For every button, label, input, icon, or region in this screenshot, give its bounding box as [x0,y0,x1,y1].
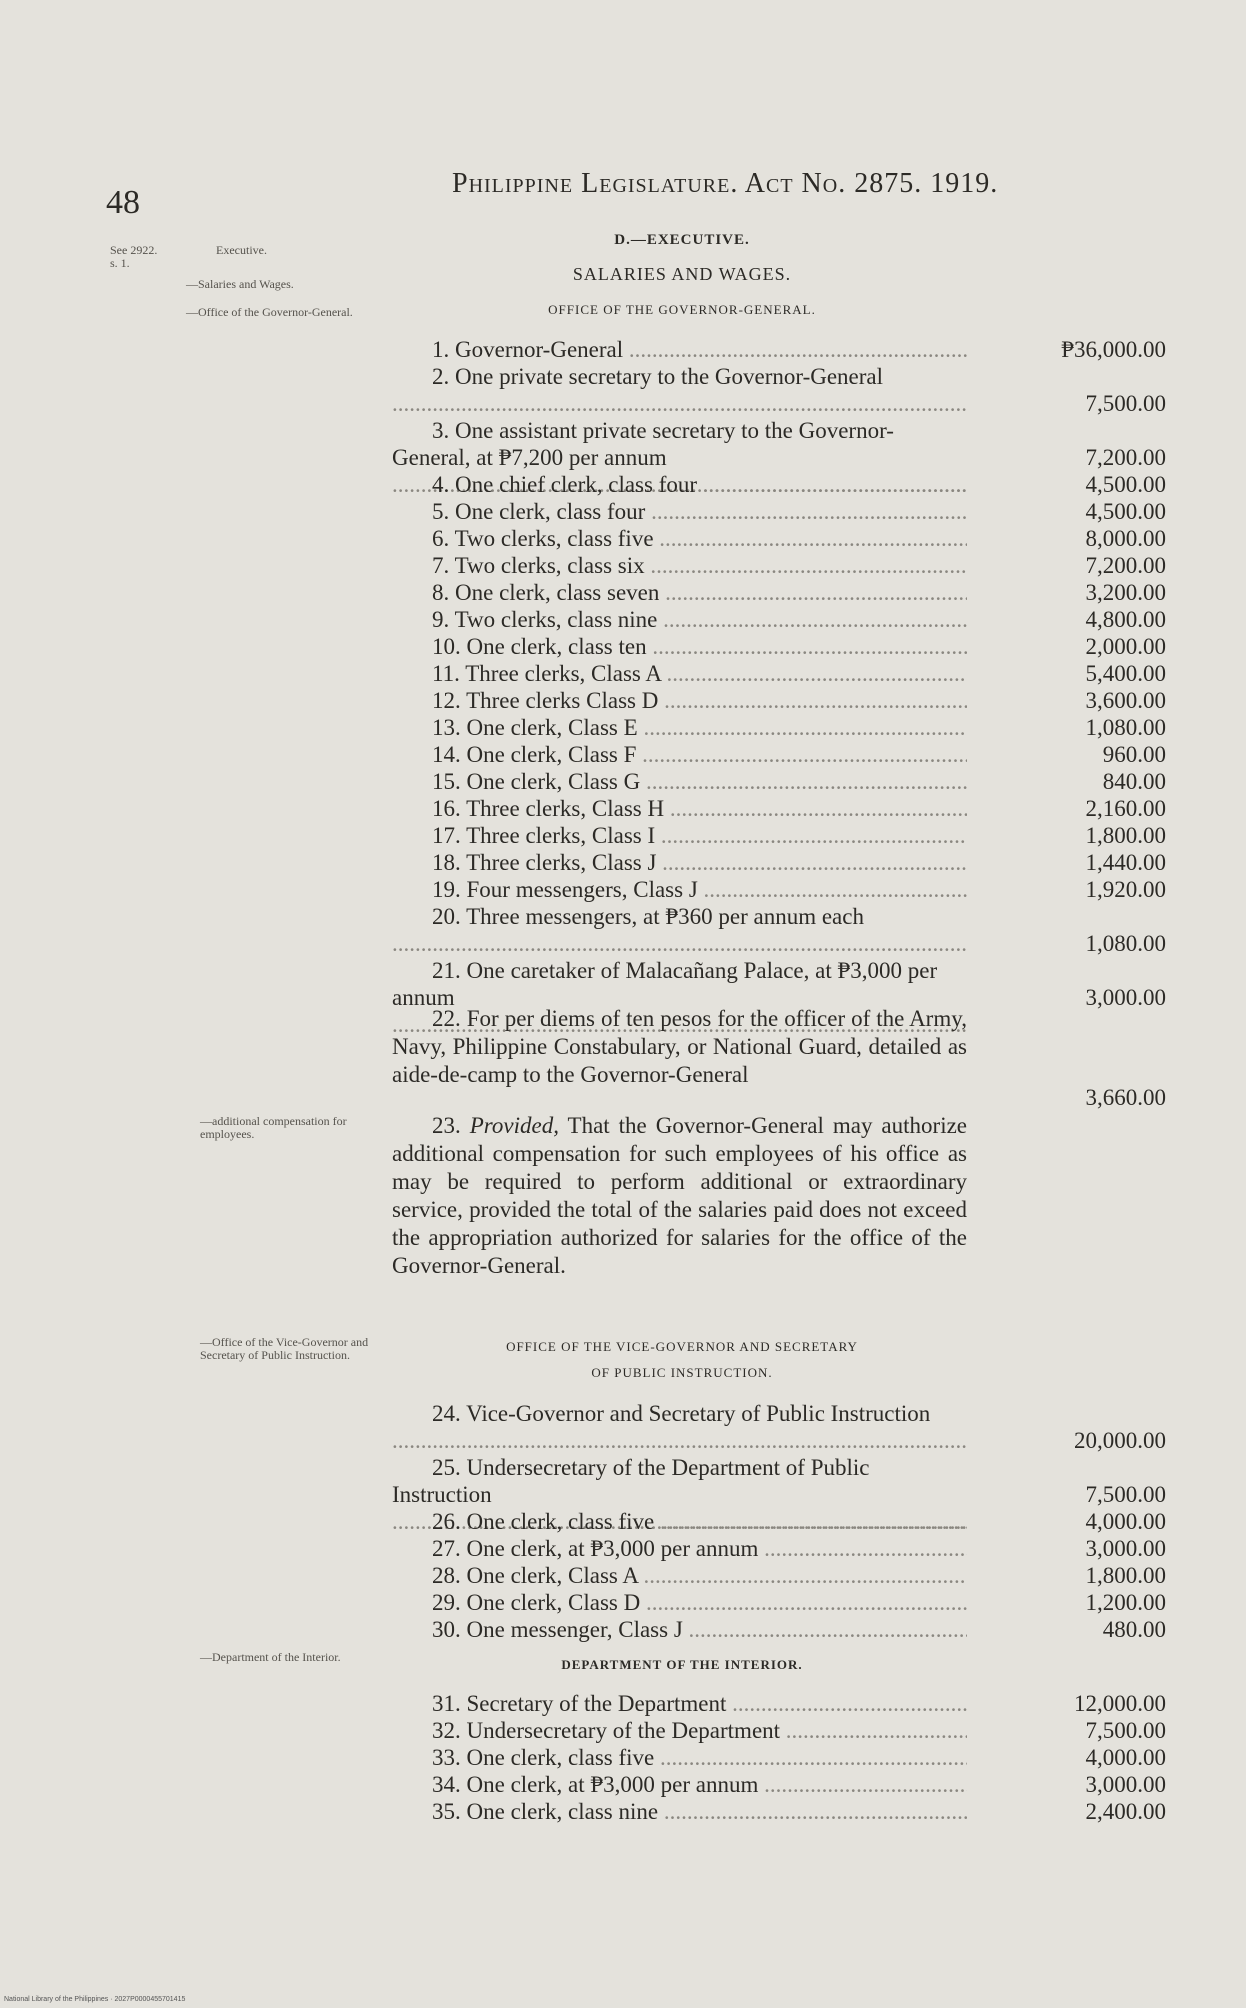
item-amount: 3,600.00 [1085,688,1166,713]
item-text: 10. One clerk, class ten ..... [392,633,967,660]
office-vg-heading-line1: OFFICE OF THE VICE-GOVERNOR AND SECRETARY [506,1339,858,1354]
list-item [392,417,1166,471]
item-amount: ₱36,000.00 [1061,337,1166,362]
list-item [392,579,1166,606]
item-amount: 840.00 [1102,769,1166,794]
item-amount: 12,000.00 [1074,1691,1166,1716]
item-amount: 5,400.00 [1085,661,1166,686]
list-item [392,1400,1166,1454]
item-amount: 7,500.00 [1085,391,1166,416]
list-item [392,1798,1166,1825]
item-22-text: 22. For per diems of ten pesos for the officer of the Army, Navy, Philippine Constabulary, or National Guard, detailed as aide-de-camp to the Governor-General [392,1006,967,1087]
item-text: 28. One clerk, Class A ..... [392,1562,967,1589]
margin-note-office-vg: —Office of the Vice-Governor and Secretary of Public Instruction. [200,1335,369,1362]
item-22 [392,1005,967,1089]
item-amount: 3,000.00 [1085,1536,1166,1561]
list-item [392,1454,1166,1508]
item-amount: 1,800.00 [1085,823,1166,848]
item-amount: 1,200.00 [1085,1590,1166,1615]
item-amount: 2,160.00 [1085,796,1166,821]
list-item [392,849,1166,876]
item-22-amount: 3,660.00 [1085,1085,1166,1110]
item-23-provided: Provided, [469,1113,559,1138]
list-item [392,768,1166,795]
list-item [392,1690,1166,1717]
list-item [392,525,1166,552]
item-text: 26. One clerk, class five ..... [392,1508,967,1535]
item-text: 24. Vice-Governor and Secretary of Public Instruction ..... [392,1400,967,1454]
margin-note-see-sec: s. 1. [110,256,130,270]
item-23-number: 23. [432,1113,461,1138]
item-text: 21. One caretaker of Malacañang Palace, at ₱3,000 per annum ..... [392,957,967,1038]
list-item [392,606,1166,633]
list-item [392,903,1166,957]
item-text: 17. Three clerks, Class I ..... [392,822,967,849]
dept-interior-heading: DEPARTMENT OF THE INTERIOR. [561,1657,803,1672]
item-text: 15. One clerk, Class G ..... [392,768,967,795]
margin-note-see [110,244,190,270]
item-amount: 8,000.00 [1085,526,1166,551]
item-text: 9. Two clerks, class nine ..... [392,606,967,633]
items-list-interior [392,1690,1166,1825]
item-text: 14. One clerk, Class F ..... [392,741,967,768]
office-gg-heading: OFFICE OF THE GOVERNOR-GENERAL. [548,302,816,317]
item-text: 8. One clerk, class seven ..... [392,579,967,606]
item-amount: 2,000.00 [1085,634,1166,659]
item-text: 1. Governor-General ..... [392,336,967,363]
item-amount: 7,200.00 [1085,553,1166,578]
item-amount: 1,440.00 [1085,850,1166,875]
item-amount: 7,200.00 [1085,445,1166,470]
footer-credit: National Library of the Philippines · 2027P0000455701415 [4,1996,186,2003]
item-text: 2. One private secretary to the Governor-General ..... [392,363,967,417]
item-text: 12. Three clerks Class D ..... [392,687,967,714]
list-item [392,795,1166,822]
item-text: 3. One assistant private secretary to the Governor-General, at ₱7,200 per annum ..... [392,417,967,498]
item-23-text: That the Governor-General may authorize additional compensation for such employees of his office as may be required to perform additional or extraordinary service, provided the total of the salaries paid does not exceed the appropriation authorized for salaries for the office of the Governor-General. [392,1113,967,1278]
office-vg-heading-line2: OF PUBLIC INSTRUCTION. [591,1365,773,1380]
list-item [392,1535,1166,1562]
item-amount: 4,500.00 [1085,472,1166,497]
list-item [392,498,1166,525]
item-23 [392,1112,967,1280]
items-list-vice-governor [392,1400,1166,1643]
item-text: 11. Three clerks, Class A ..... [392,660,967,687]
list-item [392,1508,1166,1535]
item-amount: 4,500.00 [1085,499,1166,524]
list-item [392,876,1166,903]
item-text: 16. Three clerks, Class H ..... [392,795,967,822]
item-text: 33. One clerk, class five ..... [392,1744,967,1771]
office-vg-heading [392,1334,972,1386]
item-text: 6. Two clerks, class five ..... [392,525,967,552]
item-text: 30. One messenger, Class J ..... [392,1616,967,1643]
item-text: 20. Three messengers, at ₱360 per annum each ..... [392,903,967,957]
item-amount: 4,000.00 [1085,1509,1166,1534]
item-amount: 20,000.00 [1074,1428,1166,1453]
list-item [392,1616,1166,1643]
list-item [392,363,1166,417]
list-item [392,1717,1166,1744]
margin-note-executive: Executive. [216,243,267,257]
item-text: 32. Undersecretary of the Department ..... [392,1717,967,1744]
item-text: 34. One clerk, at ₱3,000 per annum ..... [392,1771,967,1798]
item-text: 25. Undersecretary of the Department of Public Instruction ..... [392,1454,967,1535]
item-amount: 1,080.00 [1085,931,1166,956]
item-amount: 3,200.00 [1085,580,1166,605]
list-item [392,660,1166,687]
margin-note-additional: —additional compensation for employees. [200,1114,347,1141]
item-text: 4. One chief clerk, class four ..... [392,471,967,498]
item-amount: 3,000.00 [1085,985,1166,1010]
item-amount: 1,800.00 [1085,1563,1166,1588]
list-item [392,1562,1166,1589]
item-amount: 7,500.00 [1085,1718,1166,1743]
list-item [392,714,1166,741]
item-text: 13. One clerk, Class E ..... [392,714,967,741]
margin-note-dept-interior: —Department of the Interior. [200,1650,341,1664]
list-item [392,471,1166,498]
item-text: 35. One clerk, class nine ..... [392,1798,967,1825]
item-amount: 4,000.00 [1085,1745,1166,1770]
list-item [392,1589,1166,1616]
item-text: 5. One clerk, class four ..... [392,498,967,525]
list-item [392,336,1166,363]
item-text: 19. Four messengers, Class J ..... [392,876,967,903]
list-item [392,822,1166,849]
section-subtitle: SALARIES AND WAGES. [572,264,792,284]
item-text: 7. Two clerks, class six ..... [392,552,967,579]
page-header [0,168,1246,221]
item-amount: 3,000.00 [1085,1772,1166,1797]
item-amount: 1,080.00 [1085,715,1166,740]
margin-note-salaries: —Salaries and Wages. [186,277,294,291]
page-number: 48 [106,184,140,221]
list-item [392,687,1166,714]
item-amount: 1,920.00 [1085,877,1166,902]
item-amount: 7,500.00 [1085,1482,1166,1507]
item-amount: 2,400.00 [1085,1799,1166,1824]
running-head: Philippine Legislature. Act No. 2875. 1919. [452,168,999,199]
list-item [392,633,1166,660]
item-amount: 4,800.00 [1085,607,1166,632]
items-list-governor-general [392,336,1166,1011]
item-amount: 960.00 [1102,742,1166,767]
section-title: D.—EXECUTIVE. [614,232,750,248]
list-item [392,552,1166,579]
item-text: 31. Secretary of the Department ..... [392,1690,967,1717]
item-text: 29. One clerk, Class D ..... [392,1589,967,1616]
list-item [392,957,1166,1011]
margin-note-office-gg: —Office of the Governor-General. [186,305,353,319]
list-item [392,741,1166,768]
item-text: 18. Three clerks, Class J ..... [392,849,967,876]
item-amount: 480.00 [1102,1617,1166,1642]
item-text: 27. One clerk, at ₱3,000 per annum ..... [392,1535,967,1562]
margin-note-see-text: See 2922. [110,243,158,257]
list-item [392,1771,1166,1798]
list-item [392,1744,1166,1771]
